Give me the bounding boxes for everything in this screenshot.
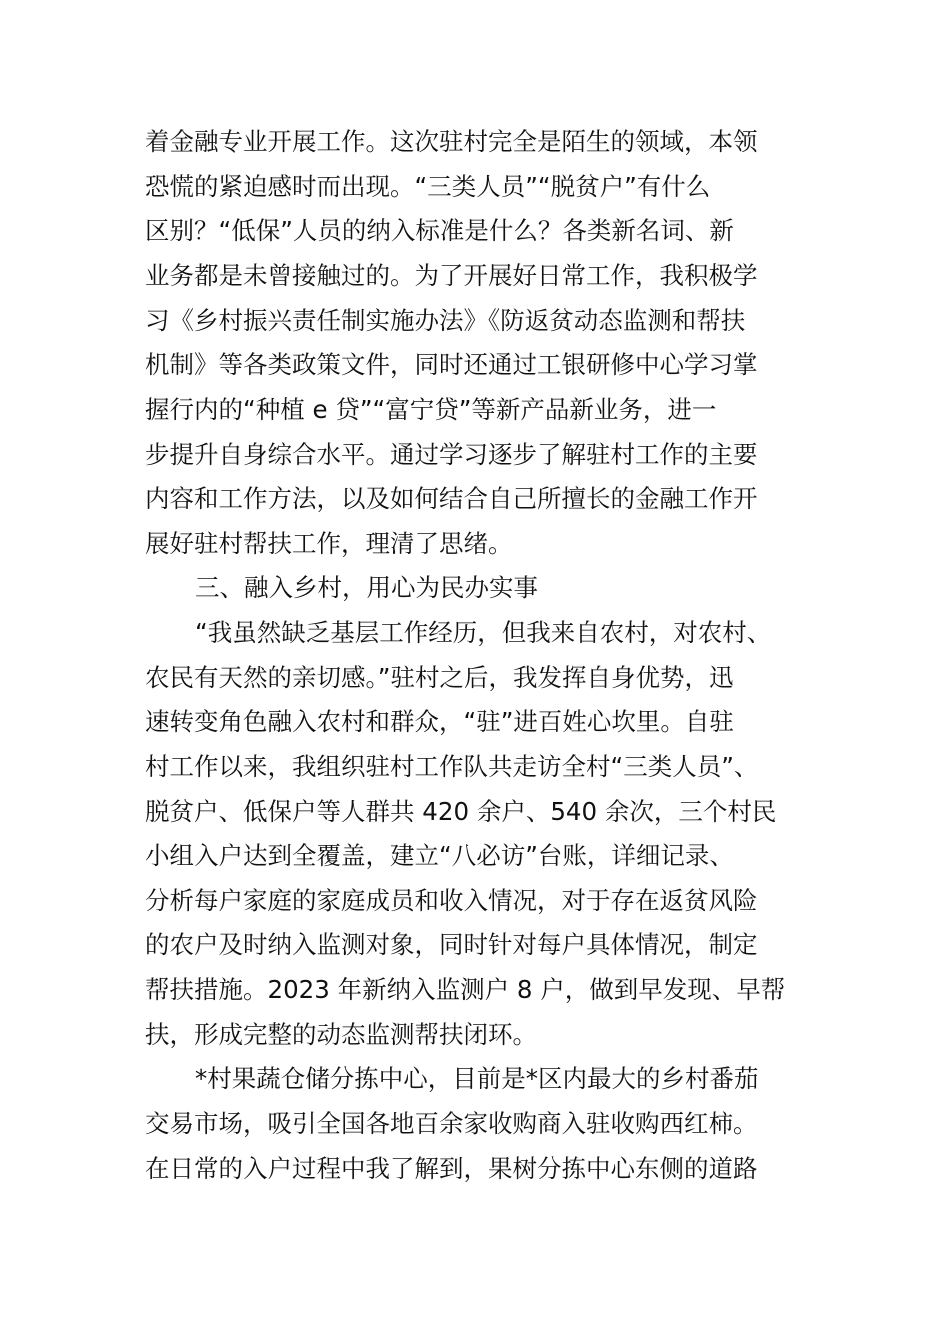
text-line: 分析每户家庭的家庭成员和收入情况，对于存在返贫风险	[145, 886, 758, 915]
text-line: 在日常的入户过程中我了解到，果树分拣中心东侧的道路	[145, 1154, 758, 1183]
text-line: 恐慌的紧迫感时而出现。“三类人员”“脱贫户”有什么	[145, 172, 711, 201]
text-line: 机制》等各类政策文件，同时还通过工银研修中心学习掌	[145, 350, 758, 379]
text-line: 帮扶措施。2023 年新纳入监测户 8 户，做到早发现、早帮	[145, 975, 786, 1004]
text-line: 农民有天然的亲切感。”驻村之后，我发挥自身优势，迅	[145, 663, 734, 692]
text-line: 村工作以来，我组织驻村工作队共走访全村“三类人员”、	[145, 752, 759, 781]
text-line: 的农户及时纳入监测对象，同时针对每户具体情况，制定	[145, 930, 758, 959]
text-line: “我虽然缺乏基层工作经历，但我来自农村，对农村、	[195, 618, 772, 647]
text-line: 步提升自身综合水平。通过学习逐步了解驻村工作的主要	[145, 440, 758, 469]
text-line: 展好驻村帮扶工作，理清了思绪。	[145, 529, 513, 558]
text-line: *村果蔬仓储分拣中心，目前是*区内最大的乡村番茄	[195, 1064, 759, 1093]
section-heading: 三、融入乡村，用心为民办实事	[195, 573, 538, 602]
text-line: 脱贫户、低保户等人群共 420 余户、540 余次，三个村民	[145, 797, 777, 826]
text-line: 业务都是未曾接触过的。为了开展好日常工作，我积极学	[145, 261, 758, 290]
text-line: 区别？“低保”人员的纳入标准是什么？各类新名词、新	[145, 216, 734, 245]
text-line: 速转变角色融入农村和群众，“驻”进百姓心坎里。自驻	[145, 707, 734, 736]
text-line: 交易市场，吸引全国各地百余家收购商入驻收购西红柿。	[145, 1109, 758, 1138]
text-line: 习《乡村振兴责任制实施办法》《防返贫动态监测和帮扶	[145, 306, 746, 335]
text-line: 小组入户达到全覆盖，建立“八必访”台账，详细记录、	[145, 841, 734, 870]
text-line: 着金融专业开展工作。这次驻村完全是陌生的领域，本领	[145, 127, 758, 156]
text-line: 内容和工作方法，以及如何结合自己所擅长的金融工作开	[145, 484, 758, 513]
text-line: 握行内的“种植 e 贷”“富宁贷”等新产品新业务，进一	[145, 395, 717, 424]
text-line: 扶，形成完整的动态监测帮扶闭环。	[145, 1020, 537, 1049]
